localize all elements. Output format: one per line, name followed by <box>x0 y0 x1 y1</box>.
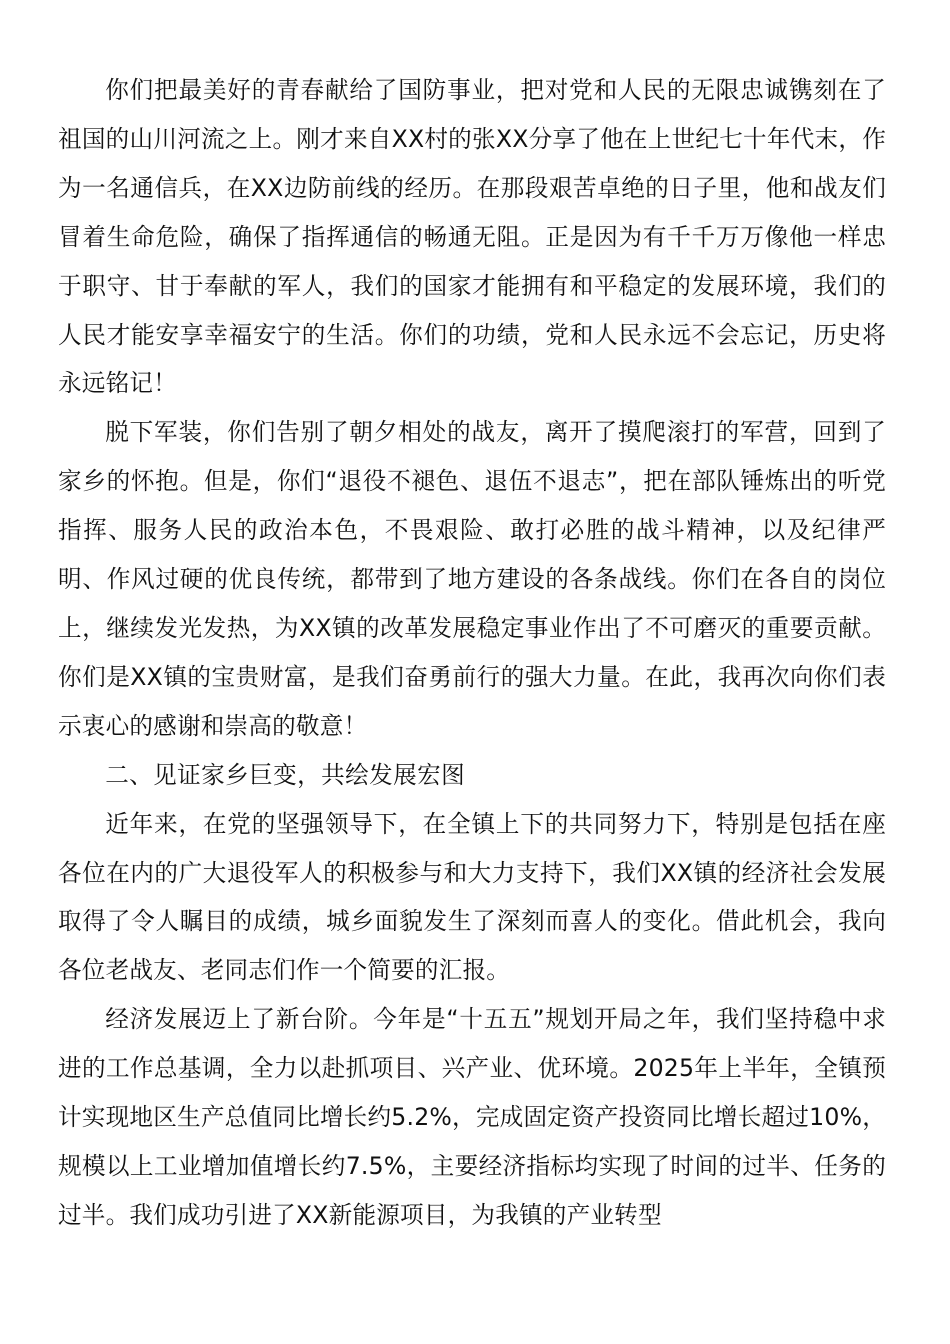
section-heading: 二、见证家乡巨变，共绘发展宏图 <box>105 760 466 789</box>
paragraph-economic-development: 经济发展迈上了新台阶。今年是“十五五”规划开局之年，我们坚持稳中求进的工作总基调，全力以赴抓项目、兴产业、优环境。2025年上半年，全镇预计实现地区生产总值同比增长约5.2%，完成固定资产投资同比增长超过10%，规模以上工业增加值增长约7.5%，主要经济指标均实现了时间的过半、任务的过半。我们成功引进了XX新能源项目，为我镇的产业转型 <box>58 1005 886 1229</box>
paragraph-development-intro: 近年来，在党的坚强领导下，在全镇上下的共同努力下，特别是包括在座各位在内的广大退役军人的积极参与和大力支持下，我们XX镇的经济社会发展取得了令人瞩目的成绩，城乡面貌发生了深刻而喜人的变化。借此机会，我向各位老战友、老同志们作一个简要的汇报。 <box>58 809 886 985</box>
paragraph-tribute: 你们把最美好的青春献给了国防事业，把对党和人民的无限忠诚镌刻在了祖国的山川河流之上。刚才来自XX村的张XX分享了他在上世纪七十年代末，作为一名通信兵，在XX边防前线的经历。在那段艰苦卓绝的日子里，他和战友们冒着生命危险，确保了指挥通信的畅通无阻。正是因为有千千万万像他一样忠于职守、甘于奉献的军人，我们的国家才能拥有和平稳定的发展环境，我们的人民才能安享幸福安宁的生活。你们的功绩，党和人民永远不会忘记，历史将永远铭记！ <box>58 76 886 398</box>
paragraph-veterans-spirit: 脱下军装，你们告别了朝夕相处的战友，离开了摸爬滚打的军营，回到了家乡的怀抱。但是，你们“退役不褪色、退伍不退志”，把在部队锤炼出的听党指挥、服务人民的政治本色，不畏艰险、敢打必胜的战斗精神，以及纪律严明、作风过硬的优良传统，都带到了地方建设的各条战线。你们在各自的岗位上，继续发光发热，为XX镇的改革发展稳定事业作出了不可磨灭的重要贡献。你们是XX镇的宝贵财富，是我们奋勇前行的强大力量。在此，我再次向你们表示衷心的感谢和崇高的敬意！ <box>58 418 886 740</box>
document-body <box>58 66 886 1240</box>
